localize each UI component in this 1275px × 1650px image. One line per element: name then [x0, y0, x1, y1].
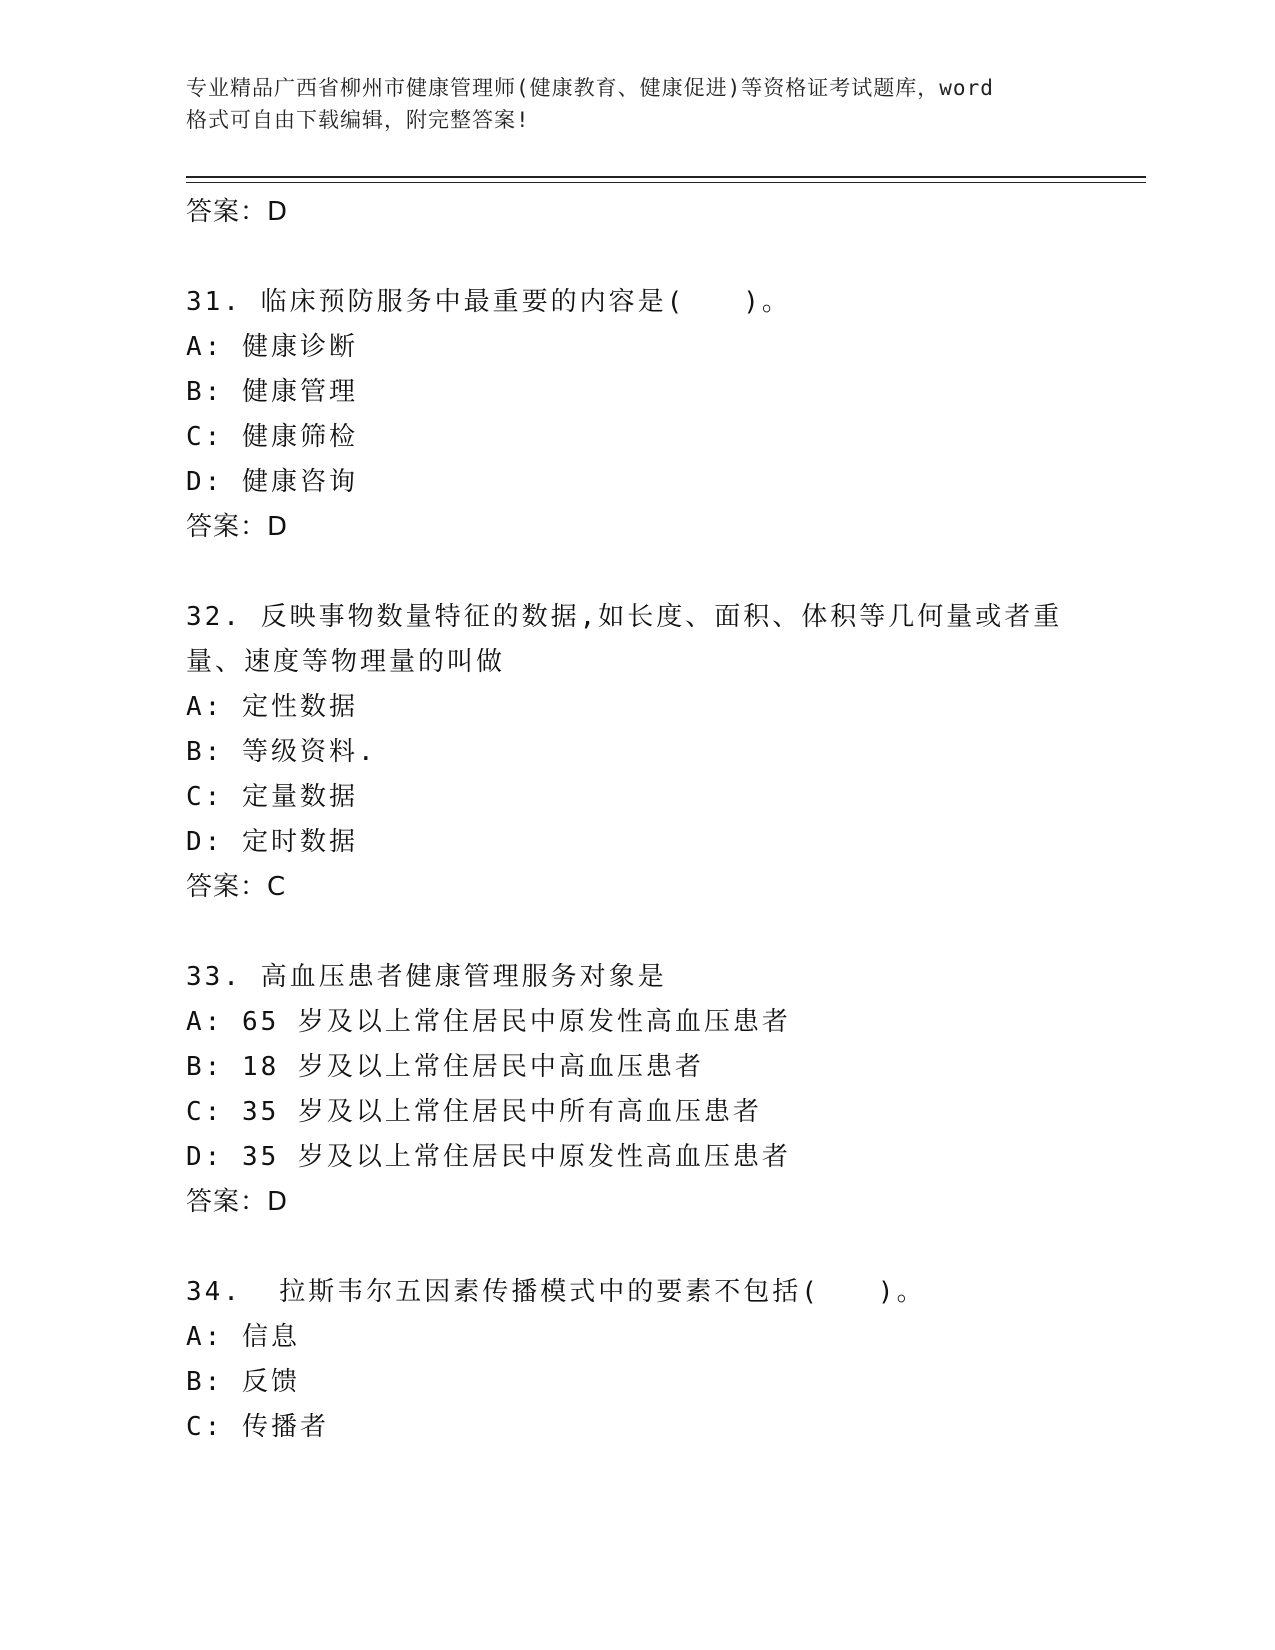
option-b: B: 18 岁及以上常住居民中高血压患者 [186, 1052, 704, 1082]
option-c: C: 传播者 [186, 1412, 329, 1442]
header-line-1: 专业精品广西省柳州市健康管理师(健康教育、健康促进)等资格证考试题库，word [186, 76, 994, 100]
option-b: B: 反馈 [186, 1367, 300, 1397]
option-c: C: 35 岁及以上常住居民中所有高血压患者 [186, 1097, 762, 1127]
page-header [186, 72, 1086, 136]
question-34 [186, 1270, 1146, 1450]
option-d: D: 35 岁及以上常住居民中原发性高血压患者 [186, 1142, 791, 1172]
question-text: 32. 反映事物数量特征的数据,如长度、面积、体积等几何量或者重量、速度等物理量的叫做 [186, 602, 1063, 677]
question-text: 33. 高血压患者健康管理服务对象是 [186, 962, 667, 992]
option-c: C: 定量数据 [186, 782, 358, 812]
question-32 [186, 595, 1146, 909]
option-c: C: 健康筛检 [186, 422, 358, 452]
answer-line: 答案：D [186, 1187, 289, 1217]
option-b: B: 等级资料. [186, 737, 377, 767]
answer-line: 答案：C [186, 872, 287, 902]
option-d: D: 定时数据 [186, 827, 358, 857]
header-rule-thin [186, 182, 1146, 183]
question-33 [186, 955, 1146, 1224]
option-a: A: 定性数据 [186, 692, 358, 722]
question-31 [186, 280, 1146, 549]
question-text: 34. 拉斯韦尔五因素传播模式中的要素不包括( )。 [186, 1277, 926, 1307]
header-rule-thick [186, 176, 1146, 178]
answer-line: 答案：D [186, 197, 289, 227]
option-d: D: 健康咨询 [186, 467, 358, 497]
content [186, 190, 1146, 1450]
question-text: 31. 临床预防服务中最重要的内容是( )。 [186, 287, 791, 317]
answer-line: 答案：D [186, 512, 289, 542]
option-a: A: 65 岁及以上常住居民中原发性高血压患者 [186, 1007, 791, 1037]
option-b: B: 健康管理 [186, 377, 358, 407]
option-a: A: 健康诊断 [186, 332, 358, 362]
header-line-2: 格式可自由下载编辑，附完整答案! [186, 108, 530, 132]
option-a: A: 信息 [186, 1322, 300, 1352]
